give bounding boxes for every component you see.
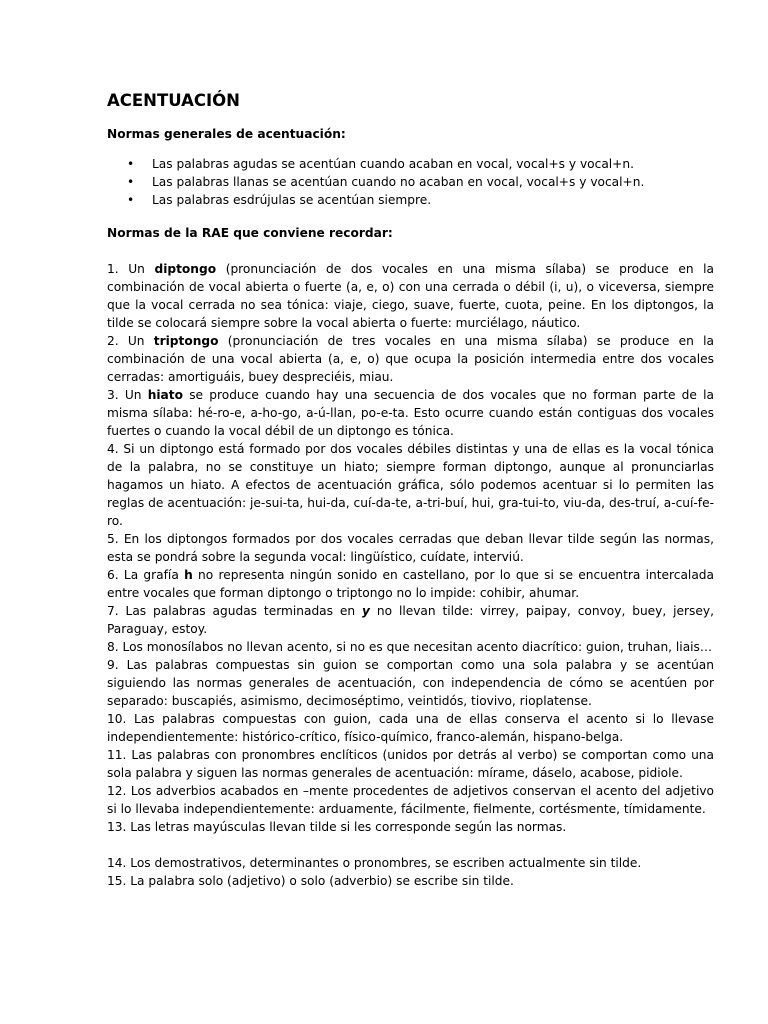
rule-3 xyxy=(107,386,714,440)
rule-7 xyxy=(107,602,714,638)
rule-text: 1. Un xyxy=(107,262,155,276)
rule-text: 5. En los diptongos formados por dos vocales cerradas que deban llevar tilde según las normas, esta se pondrá sobre la segunda vocal: lingüístico, cuídate, interviú. xyxy=(107,532,714,564)
document-title: ACENTUACIÓN xyxy=(107,91,240,110)
rule-1 xyxy=(107,260,714,332)
rule-text: 8. Los monosílabos no llevan acento, si no es que necesitan acento diacrítico: guion, truhan, liais… xyxy=(107,640,713,654)
list-item: • Las palabras agudas se acentúan cuando acaban en vocal, vocal+s y vocal+n. xyxy=(107,155,714,173)
rule-text: 6. La grafía xyxy=(107,568,185,582)
rule-8 xyxy=(107,638,714,656)
rule-text: 4. Si un diptongo está formado por dos vocales débiles distintas y una de ellas es la vocal tónica de la palabra, no se constituye un hiato; siempre forman diptongo, aunque al pronunciarlas hagamos un hiato. A efectos de acentuación gráfica, sólo podemos acentuar si lo permiten las reglas de acentuación: je-sui-ta, hui-da, cuí-da-te, a-tri-buí, hui, gra-tui-to, viu-da, des-truí, a-cuí-fe-ro. xyxy=(107,442,714,528)
paragraph-gap xyxy=(107,836,714,854)
rule-text: se produce cuando hay una secuencia de dos vocales que no forman parte de la misma sílaba: hé-ro-e, a-ho-go, a-ú-llan, po-e-ta. Esto ocurre cuando están contiguas dos vocales fuertes o cuando la vocal débil de un diptongo es tónica. xyxy=(107,388,714,438)
rule-text: no llevan tilde: virrey, paipay, convoy, buey, jersey, Paraguay, estoy. xyxy=(107,604,714,636)
rule-text: 15. La palabra solo (adjetivo) o solo (adverbio) se escribe sin tilde. xyxy=(107,874,514,888)
rule-10 xyxy=(107,710,714,746)
rule-13 xyxy=(107,818,714,836)
rule-text: 7. Las palabras agudas terminadas en xyxy=(107,604,363,618)
rule-text: 9. Las palabras compuestas sin guion se comportan como una sola palabra y se acentúan siguiendo las normas generales de acentuación, con independencia de cómo se acentúen por separado: buscapiés, asimismo, decimoséptimo, veintidós, tiovivo, rioplatense. xyxy=(107,658,714,708)
list-item: • Las palabras llanas se acentúan cuando no acaban en vocal, vocal+s y vocal+n. xyxy=(107,173,714,191)
general-rules-list xyxy=(107,155,714,209)
rae-rules-heading: Normas de la RAE que conviene recordar: xyxy=(107,226,393,240)
rule-text: 11. Las palabras con pronombres enclíticos (unidos por detrás al verbo) se comportan como una sola palabra y siguen las normas generales de acentuación: mírame, dáselo, acabose, pidiole. xyxy=(107,748,714,780)
rae-rules-list xyxy=(107,260,714,890)
rule-9 xyxy=(107,656,714,710)
rule-15 xyxy=(107,872,714,890)
rule-text: 3. Un xyxy=(107,388,148,402)
rule-11 xyxy=(107,746,714,782)
rule-14 xyxy=(107,854,714,872)
rule-term: h xyxy=(184,568,193,582)
rule-4 xyxy=(107,440,714,530)
rule-text: 14. Los demostrativos, determinantes o pronombres, se escriben actualmente sin tilde. xyxy=(107,856,642,870)
rule-2 xyxy=(107,332,714,386)
rule-text: (pronunciación de dos vocales en una misma sílaba) se produce en la combinación de vocal abierta o fuerte (a, e, o) con una cerrada o débil (i, u), o viceversa, siempre que la vocal cerrada no sea tónica: viaje, ciego, suave, fuerte, cuota, peine. En los diptongos, la tilde se colocará siempre sobre la vocal abierta o fuerte: murciélago, náutico. xyxy=(107,262,714,330)
rule-term: triptongo xyxy=(153,334,219,348)
rule-12 xyxy=(107,782,714,818)
document-page xyxy=(107,90,714,890)
rule-text: 10. Las palabras compuestas con guion, cada una de ellas conserva el acento si lo llevase independientemente: histórico-crítico, físico-químico, franco-alemán, hispano-belga. xyxy=(107,712,714,744)
rule-term: diptongo xyxy=(154,262,217,276)
rule-5 xyxy=(107,530,714,566)
rule-text: no representa ningún sonido en castellano, por lo que si se encuentra intercalada entre vocales que forman diptongo o triptongo no lo impide: cohibir, ahumar. xyxy=(107,568,714,600)
rule-text: 2. Un xyxy=(107,334,154,348)
general-rules-heading: Normas generales de acentuación: xyxy=(107,127,346,141)
rule-text: 12. Los adverbios acabados en –mente procedentes de adjetivos conservan el acento del adjetivo si lo llevaba independientemente: arduamente, fácilmente, fielmente, cortésmente, tímidamente. xyxy=(107,784,714,816)
rule-text: (pronunciación de tres vocales en una misma sílaba) se produce en la combinación de una vocal abierta (a, e, o) que ocupa la posición intermedia entre dos vocales cerradas: amortiguáis, buey despreciéis, miau. xyxy=(107,334,714,384)
rule-6 xyxy=(107,566,714,602)
list-item: • Las palabras esdrújulas se acentúan siempre. xyxy=(107,191,714,209)
rule-term: y xyxy=(362,604,370,618)
rule-term: hiato xyxy=(147,388,183,402)
rule-text: 13. Las letras mayúsculas llevan tilde si les corresponde según las normas. xyxy=(107,820,567,834)
